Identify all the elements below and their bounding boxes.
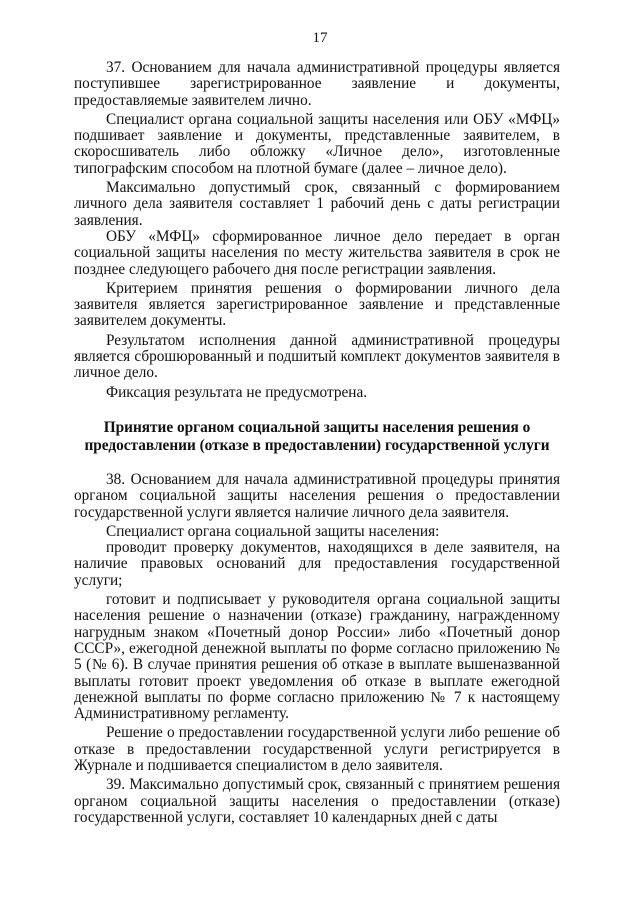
- paragraph: ОБУ «МФЦ» сформированное личное дело передает в орган социальной защиты населения по месту жительства заявителя в срок не позднее следующего рабочего дня после регистрации заявления.: [74, 227, 560, 278]
- paragraph: Решение о предоставлении государственной услуги либо решение об отказе в предоставлении государственной услуги регистрируется в Журнале и подшивается специалистом в дело заявителя.: [74, 724, 560, 774]
- paragraph: Специалист органа социальной защиты населения:: [106, 522, 440, 540]
- paragraph: Максимально допустимый срок, связанный с формированием личного дела заявителя составляет 1 рабочий день с даты регистрации заявления.: [74, 179, 560, 229]
- document-body: [74, 60, 560, 826]
- section-heading: Принятие органом социальной защиты населения решения о предоставлении (отказе в предоставлении) государственной услуги: [84, 418, 550, 454]
- paragraph: проводит проверку документов, находящихся в деле заявителя, на наличие правовых оснований для предоставления государственной услуги;: [74, 539, 560, 589]
- paragraph-39: 39. Максимально допустимый срок, связанный с принятием решения органом социальной защиты населения о предоставлении (отказе) государственной услуги, составляет 10 календарных дней с даты: [74, 776, 560, 826]
- paragraph: готовит и подписывает у руководителя органа социальной защиты населения решение о назначении (отказе) гражданину, награжденному нагрудным знаком «Почетный донор России» либо «Почетный донор СССР», ежегодной денежной выплаты по форме согласно приложению № 5 (№ 6). В случае принятия решения об отказе в выплате вышеназванной выплаты готовит проект уведомления об отказе в выплате ежегодной денежной выплаты по форме согласно приложению № 7 к настоящему Административному регламенту.: [74, 591, 560, 723]
- paragraph-37: 37. Основанием для начала административной процедуры является поступившее зарегистрированное заявление и документы, предоставляемые заявителем лично.: [74, 59, 560, 109]
- paragraph: Фиксация результата не предусмотрена.: [106, 383, 368, 401]
- paragraph: Специалист органа социальной защиты населения или ОБУ «МФЦ» подшивает заявление и документы, представленные заявителем, в скоросшиватель либо обложку «Личное дело», изготовленные типографским способом на плотной бумаге (далее – личное дело).: [74, 110, 560, 177]
- paragraph: Критерием принятия решения о формировании личного дела заявителя является зарегистрированное заявление и представленные заявителем документы.: [74, 279, 560, 330]
- paragraph-38: 38. Основанием для начала административной процедуры принятия органом социальной защиты населения решения о предоставлении государственной услуги является наличие личного дела заявителя.: [74, 470, 560, 521]
- page-number: 17: [312, 30, 328, 46]
- paragraph: Результатом исполнения данной административной процедуры является сброшюрованный и подшитый комплект документов заявителя в личное дело.: [74, 331, 560, 382]
